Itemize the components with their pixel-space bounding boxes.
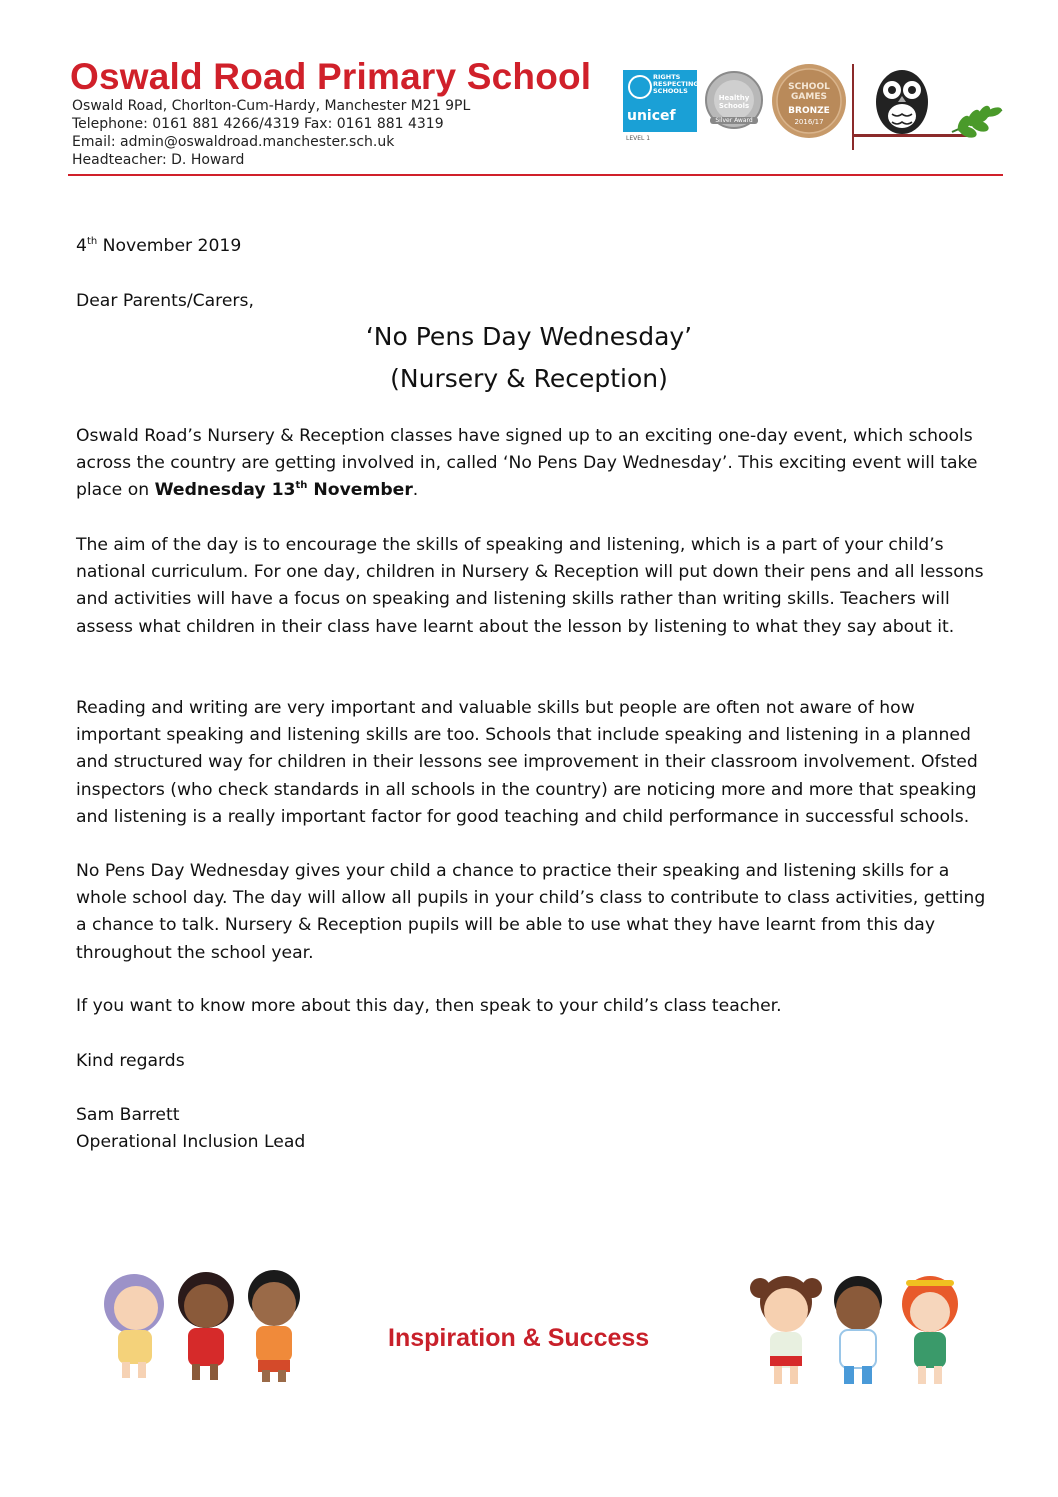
title-line-1: ‘No Pens Day Wednesday’ (365, 322, 693, 351)
children-illustration-right (746, 1268, 966, 1392)
school-phone: Telephone: 0161 881 4266/4319 Fax: 0161 881 4319 (72, 116, 444, 132)
title-line-2: (Nursery & Reception) (390, 364, 668, 393)
bronze-text: BRONZE (788, 106, 830, 116)
signer-role: Operational Inclusion Lead (76, 1132, 306, 1152)
header-divider (68, 174, 1003, 176)
rights-respecting-schools-badge (623, 70, 697, 132)
owl-logo-icon (852, 64, 1007, 152)
school-games-badge (770, 62, 848, 140)
letter-title (0, 316, 1058, 400)
children-illustration-left (96, 1264, 312, 1388)
paragraph-contact: If you want to know more about this day, then speak to your child’s class teacher. (76, 996, 782, 1016)
paragraph-importance: Reading and writing are very important and valuable skills but people are often not aware of how important speaking and listening skills are too. Schools that include speaking and listening in a planned and structured way for children in their lessons see improvement in their classroom involvement. Ofsted inspectors (who check standards in all schools in the country) are noticing more and more that speaking and listening is a really important factor for good teaching and child performance in successful schools. (76, 698, 978, 827)
healthy-schools-text: Healthy Schools (718, 94, 750, 110)
rrs-badge-text: RIGHTS RESPECTING SCHOOLS (653, 73, 699, 95)
letter-date: 4th November 2019 (76, 236, 242, 256)
paragraph-benefit: No Pens Day Wednesday gives your child a chance to practice their speaking and listening skills for a whole school day. The day will allow all pupils in your child’s class to contribute to class activities, getting a chance to talk. Nursery & Reception pupils will be able to use what they have learnt from this day throughout the school year. (76, 861, 986, 963)
closing: Kind regards (76, 1051, 185, 1071)
school-email: Email: admin@oswaldroad.manchester.sch.uk (72, 134, 395, 150)
school-name: Oswald Road Primary School (70, 56, 592, 97)
signer-name: Sam Barrett (76, 1105, 180, 1125)
globe-icon (628, 75, 652, 99)
paragraph-intro: Oswald Road’s Nursery & Reception classes have signed up to an exciting one-day event, which schools across the country are getting involved in, called ‘No Pens Day Wednesday’. This exciting event will take place on Wednesday 13th November. (76, 426, 978, 501)
silver-award-text: Silver Award (710, 117, 758, 124)
salutation: Dear Parents/Carers, (76, 291, 254, 311)
unicef-text: unicef (627, 108, 676, 124)
games-year-text: 2016/17 (794, 118, 824, 126)
school-games-text: SCHOOL GAMES (788, 82, 830, 102)
rrs-level-text: LEVEL 1 (626, 135, 651, 142)
headteacher: Headteacher: D. Howard (72, 152, 245, 168)
school-address: Oswald Road, Chorlton-Cum-Hardy, Manchester M21 9PL (72, 98, 471, 114)
paragraph-aim: The aim of the day is to encourage the skills of speaking and listening, which is a part of your child’s national curriculum. For one day, children in Nursery & Reception will put down their pens and all lessons and activities will have a focus on speaking and listening skills rather than writing skills. Teachers will assess what children in their class have learnt about the lesson by listening to what they say about it. (76, 535, 984, 637)
footer-slogan: Inspiration & Success (388, 1324, 650, 1352)
healthy-schools-badge (704, 70, 764, 132)
